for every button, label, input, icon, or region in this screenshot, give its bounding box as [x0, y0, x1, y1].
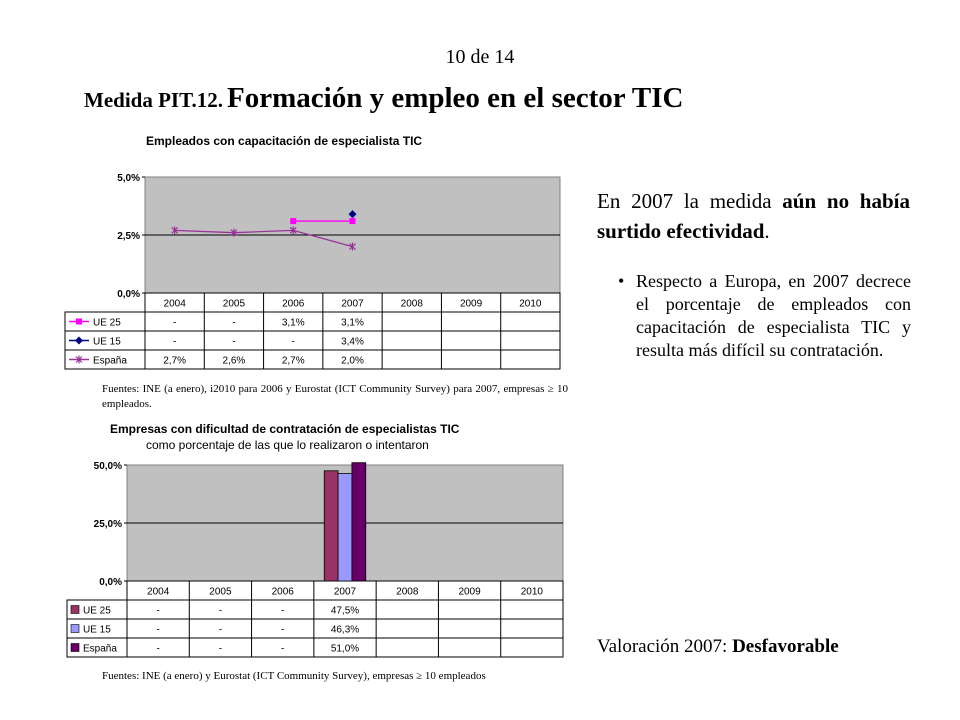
table-cell: 46,3%: [330, 624, 360, 636]
x-tick-label: 2004: [147, 586, 170, 598]
table-cell: 2,0%: [341, 355, 364, 367]
legend-label: UE 15: [93, 336, 121, 348]
table-cell: -: [281, 643, 285, 655]
legend-label: España: [93, 355, 127, 367]
table-cell: -: [291, 336, 295, 348]
x-tick-label: 2008: [396, 586, 419, 598]
table-cell: -: [281, 624, 285, 636]
table-cell: -: [218, 605, 223, 617]
table-cell: -: [172, 336, 177, 348]
table-cell: -: [156, 643, 160, 655]
data-point: [350, 218, 356, 224]
table-cell: 3,4%: [341, 336, 364, 348]
assessment-text: [597, 186, 910, 246]
y-tick-label: 0,0%: [117, 289, 140, 300]
chart1-employees-ict: [60, 165, 570, 375]
x-tick-label: 2007: [333, 586, 357, 598]
legend-key-marker: [75, 337, 83, 345]
table-cell: 2,6%: [222, 355, 246, 367]
x-tick-label: 2009: [459, 298, 483, 310]
table-cell: 51,0%: [330, 643, 360, 655]
x-tick-label: 2005: [209, 586, 232, 598]
page-number: 10 de 14: [445, 46, 515, 68]
page-title: [84, 82, 683, 115]
legend-label: España: [83, 643, 117, 655]
bar: [324, 471, 338, 581]
table-cell: -: [281, 605, 285, 617]
x-tick-label: 2004: [163, 298, 186, 310]
y-tick-label: 50,0%: [93, 461, 122, 472]
chart2-hiring-difficulty: [60, 455, 570, 665]
legend-key-swatch: [71, 644, 79, 652]
table-cell: 3,1%: [341, 317, 364, 329]
valoracion: [597, 636, 839, 658]
valoracion-value: Desfavorable: [732, 636, 839, 657]
legend-key-swatch: [71, 606, 79, 614]
bar: [352, 463, 366, 581]
title-prefix: Medida PIT.12.: [84, 88, 224, 112]
data-point: [290, 218, 296, 224]
assessment-text-2: .: [764, 219, 770, 243]
y-tick-label: 2,5%: [117, 231, 140, 242]
x-tick-label: 2010: [520, 586, 543, 598]
legend-key-swatch: [71, 625, 79, 633]
bullet-text: Respecto a Europa, en 2007 decrece el porcentaje de empleados con capacitación de especialista TIC y resulta más difícil su contratación.: [636, 271, 911, 360]
chart2-source: Fuentes: INE (a enero) y Eurostat (ICT Community Survey), empresas ≥ 10 empleados: [102, 670, 486, 682]
bar: [338, 474, 352, 581]
x-tick-label: 2009: [458, 586, 481, 598]
table-cell: -: [156, 605, 160, 617]
table-cell: -: [232, 336, 236, 348]
x-tick-label: 2008: [400, 298, 423, 310]
legend-label: UE 25: [93, 317, 121, 329]
assessment-text-1: En 2007 la medida: [597, 189, 783, 213]
legend-label: UE 15: [83, 624, 111, 636]
valoracion-label: Valoración 2007:: [597, 636, 733, 657]
table-cell: 2,7%: [281, 355, 305, 367]
table-cell: 3,1%: [281, 317, 305, 329]
y-tick-label: 5,0%: [117, 173, 140, 184]
y-tick-label: 0,0%: [99, 577, 122, 588]
chart1-source: Fuentes: INE (a enero), i2010 para 2006 y Eurostat (ICT Community Survey) para 2007, empresas ≥ 10 empleados.: [102, 383, 568, 410]
y-tick-label: 25,0%: [93, 519, 122, 530]
bullet-dot-icon: •: [618, 271, 625, 291]
x-tick-label: 2006: [271, 586, 294, 598]
x-tick-label: 2010: [519, 298, 542, 310]
chart1-title: Empleados con capacitación de especialista TIC: [146, 134, 423, 148]
x-tick-label: 2005: [222, 298, 246, 310]
chart2-subtitle: como porcentaje de las que lo realizaron o intentaron: [146, 438, 429, 452]
title-main: Formación y empleo en el sector TIC: [227, 82, 684, 114]
table-cell: 2,7%: [163, 355, 187, 367]
table-cell: 47,5%: [330, 605, 360, 617]
table-cell: -: [172, 317, 177, 329]
x-tick-label: 2007: [341, 298, 364, 310]
legend-key-marker: [76, 319, 82, 325]
table-cell: -: [218, 624, 223, 636]
chart2-title: Empresas con dificultad de contratación de especialistas TIC: [110, 422, 460, 436]
legend-label: UE 25: [83, 605, 111, 617]
x-tick-label: 2006: [282, 298, 305, 310]
table-cell: -: [156, 624, 160, 636]
table-cell: -: [218, 643, 223, 655]
assessment-text-bold: aún no había surtido efectividad: [597, 189, 911, 243]
table-cell: -: [232, 317, 236, 329]
